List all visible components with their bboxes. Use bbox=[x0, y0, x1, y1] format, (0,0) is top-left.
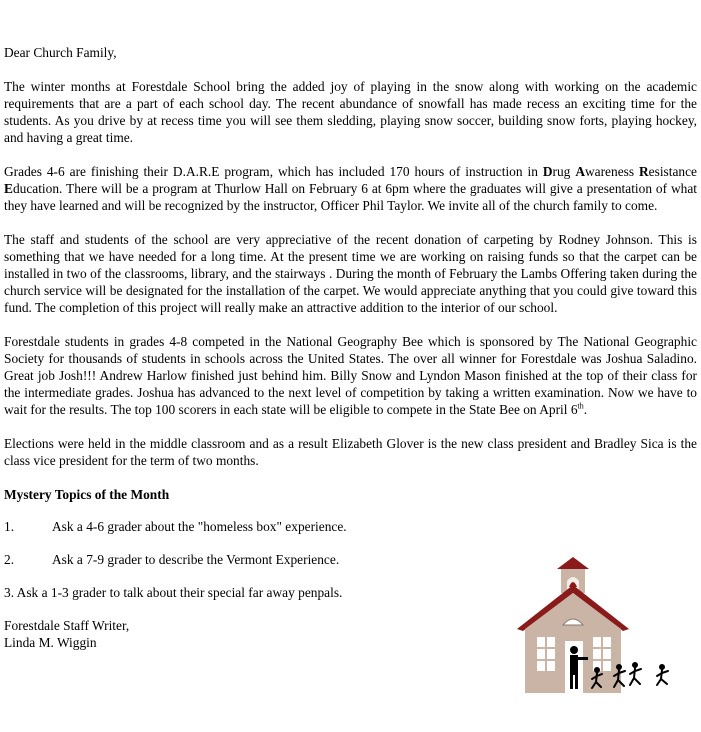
signature-title: Forestdale Staff Writer, bbox=[4, 618, 130, 633]
paragraph-carpet: The staff and students of the school are very appreciative of the recent donation of carpeting by Rodney Johnson. This is something that we have needed for a long time. At the present time we are working on raising funds so that the carpet can be installed in two of the classrooms, library, and the stairways . During the month of February the Lambs Offering taken during the church service will be designated for the installation of the carpet. We would appreciate anything that you could give toward this fund. The completion of this project will really make an attractive addition to the interior of our school. bbox=[4, 232, 697, 315]
paragraph-winter: The winter months at Forestdale School bring the added joy of playing in the snow along with working on the academic requirements that are a part of each school day. The recent abundance of snowfall has made recess an exciting time for the students. As you drive by at recess time you will see them sledding, playing snow soccer, building snow forts, playing hockey, and having a great time. bbox=[4, 79, 697, 145]
list-item: 3. Ask a 1-3 grader to talk about their special far away penpals. bbox=[4, 585, 343, 600]
mystery-topics-heading: Mystery Topics of the Month bbox=[4, 487, 170, 502]
schoolhouse-icon bbox=[515, 555, 680, 695]
window bbox=[593, 637, 611, 671]
window bbox=[537, 637, 555, 671]
signature-name: Linda M. Wiggin bbox=[4, 635, 97, 650]
salutation: Dear Church Family, bbox=[4, 45, 117, 60]
paragraph-elections: Elections were held in the middle classroom and as a result Elizabeth Glover is the new class president and Bradley Sica is the class vice president for the term of two months. bbox=[4, 436, 697, 468]
list-item: 2. Ask a 7-9 grader to describe the Vermont Experience. bbox=[4, 552, 340, 567]
list-item: 1. Ask a 4-6 grader about the "homeless box" experience. bbox=[4, 519, 347, 534]
paragraph-geography-bee: Forestdale students in grades 4-8 competed in the National Geography Bee which is sponsored by The National Geographic Society for thousands of students in schools across the United States. The over all winner for Forestdale was Joshua Saladino. Great job Josh!!! Andrew Harlow finished just behind him. Billy Snow and Lyndon Mason finished at the top of their class for the intermediate grades. Joshua has advanced to the next level of competition by taking a written examination. Now we have to wait for the results. The top 100 scorers in each state will be eligible to compete in the State Bee on April 6th. bbox=[4, 334, 697, 417]
paragraph-dare: Grades 4-6 are finishing their D.A.R.E program, which has included 170 hours of instruction in Drug Awareness Resistance Education. There will be a program at Thurlow Hall on February 6 at 6pm where the graduates will give a presentation of what they have learned and will be recognized by the instructor, Officer Phil Taylor. We invite all of the church family to come. bbox=[4, 164, 698, 213]
